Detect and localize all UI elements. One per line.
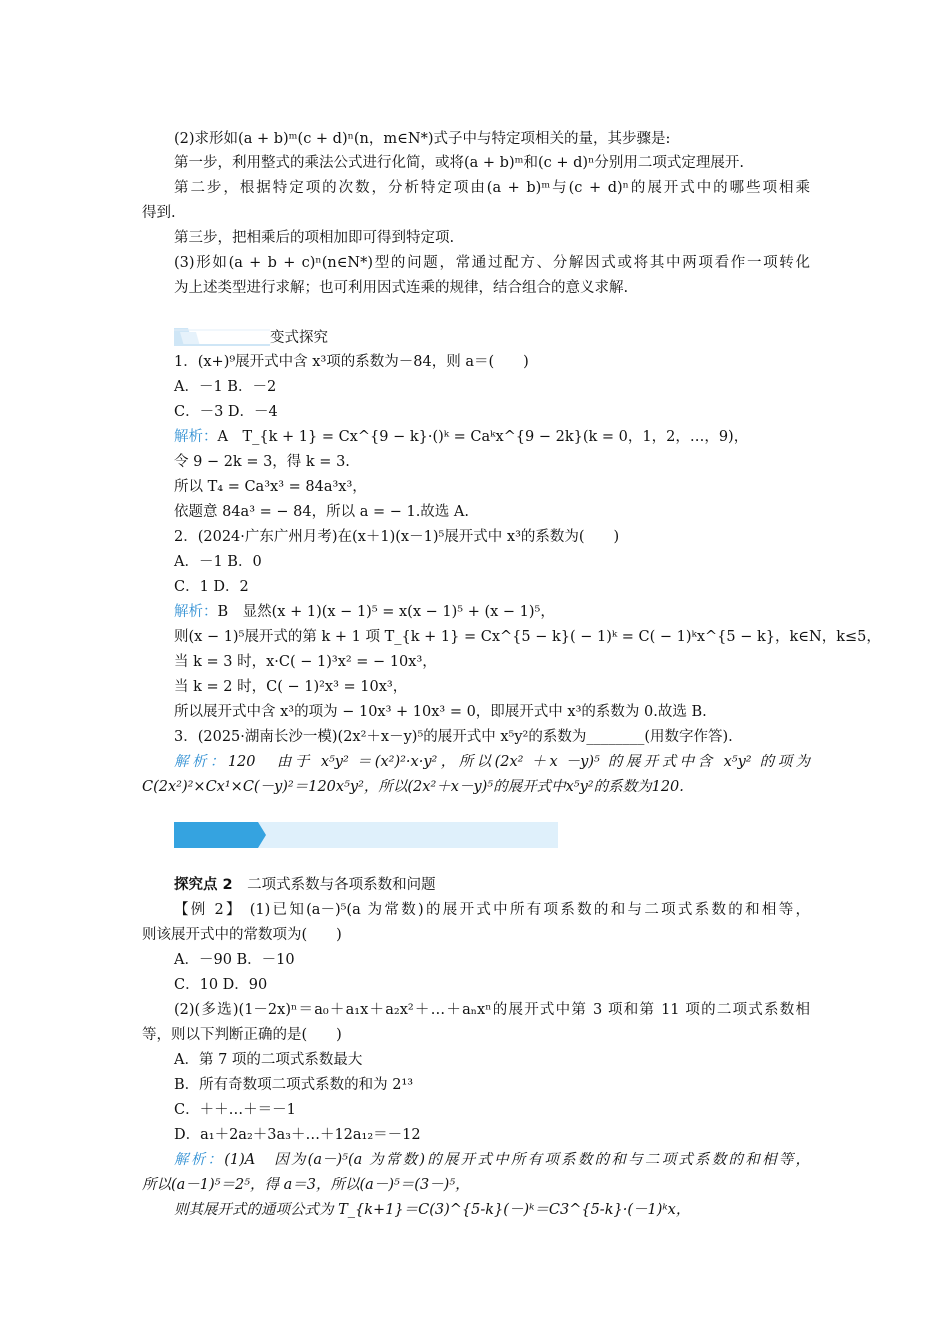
solution-label: 解析： [174, 604, 218, 620]
option-line: C．＋＋…＋＝－1 [174, 1102, 296, 1118]
solution-line: 所以展开式中含 x³的项为 − 10x³ + 10x³ = 0，即展开式中 x³的系数为 0.故选 B. [174, 704, 707, 720]
solution-line: 解析：120 由于 x⁵y² ＝(x²)²·x·y²，所以(2x² ＋x －y)⁵ 的展开式中含 x⁵y² 的项为 [174, 754, 811, 770]
solution-line: 令 9 − 2k = 3，得 k = 3. [174, 454, 350, 470]
explore-heading-label: 探究点 2 [174, 877, 233, 893]
explore-heading-text: 二项式系数与各项系数和问题 [247, 877, 436, 893]
solution-line: C(2x²)²×Cx¹×C(－y)²＝120x⁵y²，所以(2x²＋x－y)⁵的展开式中x⁵y²的系数为120. [142, 779, 684, 795]
method-line: 第三步，把相乘后的项相加即可得到特定项. [174, 230, 455, 246]
solution-line: 解析：(1)A 因为(a－)⁵(a 为常数)的展开式中所有项系数的和与二项式系数的和相等， [174, 1152, 810, 1168]
example-line: 等，则以下判断正确的是( ) [142, 1027, 342, 1043]
option-line: B．所有奇数项二项式系数的和为 2¹³ [174, 1077, 414, 1093]
option-line: A．－1 B．0 [174, 554, 262, 570]
option-line: C．10 D．90 [174, 977, 268, 993]
solution-line: 解析：A T_{k + 1} = Cx^{9 − k}·()ᵏ = Caᵏx^{9 − 2k}(k = 0，1，2，…，9)， [174, 429, 749, 445]
solution-line: 依题意 84a³ = − 84，所以 a = − 1.故选 A. [174, 504, 469, 520]
solution-line: 则(x − 1)⁵展开式的第 k + 1 项 T_{k + 1} = Cx^{5 − k}( − 1)ᵏ = C( − 1)ᵏx^{5 − k}，k∈N，k≤5， [174, 629, 881, 645]
solution-line: 当 k = 3 时，x·C( − 1)³x² = − 10x³， [174, 654, 437, 670]
section-ribbon [174, 324, 270, 346]
example-line: (2)(多选)(1－2x)ⁿ＝a₀＋a₁x＋a₂x²＋…＋aₙxⁿ的展开式中第 3 项和第 11 项的二项式系数相 [174, 1002, 810, 1018]
method-line: 第一步，利用整式的乘法公式进行化简，或将(a + b)ᵐ和(c + d)ⁿ分别用二项式定理展开. [174, 155, 744, 171]
example-line: 则该展开式中的常数项为( ) [142, 927, 342, 943]
solution-line: 所以(a－1)⁵＝2⁵，得 a＝3，所以(a－)⁵＝(3－)⁵， [142, 1177, 470, 1193]
method-line: 第二步，根据特定项的次数，分析特定项由(a + b)ᵐ与(c + d)ⁿ的展开式中的哪些项相乘 [174, 180, 810, 196]
explore-heading [174, 874, 436, 896]
solution-label: 解析： [174, 754, 228, 770]
option-line: A．－90 B．－10 [174, 952, 295, 968]
method-line: 得到. [142, 205, 176, 221]
option-line: A．第 7 项的二项式系数最大 [174, 1052, 363, 1068]
method-line: 为上述类型进行求解；也可利用因式连乘的规律，结合组合的意义求解. [174, 280, 629, 296]
example-line: 【例 2】 (1)已知(a－)⁵(a 为常数)的展开式中所有项系数的和与二项式系数的和相等， [174, 902, 810, 918]
solution-line: 当 k = 2 时，C( − 1)²x³ = 10x³， [174, 679, 408, 695]
solution-label: 解析： [174, 429, 218, 445]
banner-tab [174, 822, 266, 848]
solution-label: 解析： [174, 1152, 225, 1168]
option-line: D．a₁＋2a₂＋3a₃＋…＋12a₁₂＝－12 [174, 1127, 421, 1143]
explore-banner [174, 822, 558, 848]
problem-line: 3．(2025·湖南长沙一模)(2x²＋x－y)⁵的展开式中 x⁵y²的系数为________(用数字作答). [174, 729, 733, 745]
option-line: C．－3 D．－4 [174, 404, 278, 420]
solution-line: 所以 T₄ = Ca³x³ = 84a³x³， [174, 479, 367, 495]
option-line: A．－1 B．－2 [174, 379, 277, 395]
solution-line: 则其展开式的通项公式为 T_{k+1}＝C(3)^{5-k}(－)ᵏ＝C3^{5-k}·(－1)ᵏx， [174, 1202, 691, 1218]
section-title-variant: 变式探究 [270, 330, 328, 346]
method-line: (3)形如(a + b + c)ⁿ(n∈N*)型的问题，常通过配方、分解因式或将其中两项看作一项转化 [174, 255, 810, 271]
option-line: C．1 D．2 [174, 579, 249, 595]
problem-line: 2．(2024·广东广州月考)在(x＋1)(x－1)⁵展开式中 x³的系数为( ) [174, 529, 620, 545]
problem-line: 1．(x+)⁹展开式中含 x³项的系数为－84，则 a＝( ) [174, 354, 529, 370]
method-line: (2)求形如(a + b)ᵐ(c + d)ⁿ(n，m∈N*)式子中与特定项相关的量，其步骤是: [174, 131, 671, 147]
solution-line: 解析：B 显然(x + 1)(x − 1)⁵ = x(x − 1)⁵ + (x − 1)⁵， [174, 604, 555, 620]
